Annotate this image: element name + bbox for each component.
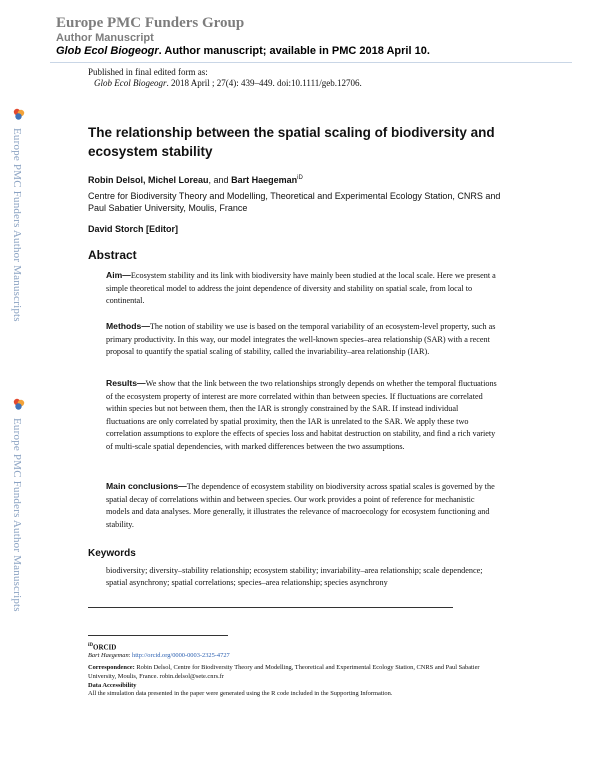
results-label: Results— (106, 378, 146, 388)
footnotes (88, 642, 508, 699)
author-loreau: Michel Loreau (148, 175, 209, 185)
orcid-link[interactable]: http://orcid.org/0000-0003-2325-4727 (132, 652, 230, 660)
orcid-mark: iD (297, 175, 303, 181)
side-watermark-strip (0, 100, 36, 620)
author-list: Robin Delsol, Michel Loreau, and Bart Haegeman$^{iD}$ (88, 175, 303, 185)
author-haegeman: Bart Haegeman (231, 175, 298, 185)
keywords-list: biodiversity; diversity–stability relationship; ecosystem stability; invariability–area relationship; scale dependence; spatial asynchrony; spatial correlations; species–area relationship; species asynchrony (106, 566, 483, 587)
keywords-heading: Keywords (88, 548, 136, 559)
aim-label: Aim— (106, 270, 131, 280)
orcid-heading (88, 642, 508, 652)
editor-name: David Storch [Editor] (88, 224, 179, 234)
affiliation: Centre for Biodiversity Theory and Modelling, Theoretical and Experimental Ecology Station, CNRS and Paul Sabatier University, Moulis, France (88, 191, 501, 213)
abstract-aim (106, 269, 498, 308)
published-label: Published in final edited form as: (88, 67, 208, 77)
abstract-methods (106, 320, 498, 359)
journal-abbrev: Glob Ecol Biogeogr (56, 45, 159, 57)
aim-text: Ecosystem stability and its link with biodiversity have mainly been studied at the local scale. Here we present a simple theoretical model to address the joint dependence of diversity and stability on spatial scale, from local to continental. (106, 271, 496, 306)
citation-journal: Glob Ecol Biogeogr (94, 78, 167, 88)
orcid-sep: : (128, 652, 133, 660)
orcid-name: Bart Haegeman (88, 652, 129, 660)
correspondence-label: Correspondence: (88, 663, 135, 671)
conclusions-text: The dependence of ecosystem stability on biodiversity across spatial scales is governed by the spatial decay of correlations within and between species. Our work provides a point of reference for mechanistic models and data analyses. More generally, it illustrates the relevance of macroecology for ecosystem functioning and stability. (106, 482, 495, 529)
methods-text: The notion of stability we use is based on the temporal variability of an ecosystem-level property, such as primary productivity. In this way, our model integrates the well-known species–area relationship (SAR) with a recent proposal to quantify the spatial scaling of stability, called the invariability–area relationship (IAR). (106, 322, 496, 357)
journal-availability-line (56, 45, 430, 57)
orcid-sup: iD (88, 643, 93, 648)
availability-text: . Author manuscript; available in PMC 2018 April 10. (158, 45, 430, 57)
results-text: We show that the link between the two relationships strongly depends on whether the temporal fluctuations of the ecosystem property of interest are more correlated within than between species. If fluctuations are correlated within species but not between them, then the IAR is strongly constrained by the SAR. If instead individual fluctuations are only correlated by spatial proximity, then the IAR is unrelated to the SAR. We apply these two correlation assumptions to explore the effects of species loss and habitat destruction on stability, and find a rich variety of multi-scale spatial dependencies, with marked differences between the two assumptions. (106, 379, 497, 451)
author-delsol: Robin Delsol (88, 175, 144, 185)
paper-title: The relationship between the spatial scaling of biodiversity and ecosystem stability (88, 125, 495, 159)
side-label-top: Europe PMC Funders Author Manuscripts (11, 128, 23, 322)
author-manuscript-label: Author Manuscript (56, 32, 154, 44)
published-citation (88, 67, 362, 89)
citation-line (88, 78, 362, 89)
abstract-conclusions (106, 480, 498, 531)
methods-label: Methods— (106, 321, 150, 331)
data-accessibility-label: Data Accessibility (88, 681, 137, 689)
side-label-bottom: Europe PMC Funders Author Manuscripts (11, 418, 23, 612)
abstract-results (106, 377, 498, 454)
orcid-entry (88, 652, 508, 661)
abstract-heading: Abstract (88, 248, 137, 262)
orcid-label: ORCID (93, 643, 117, 652)
funders-group-title: Europe PMC Funders Group (56, 15, 245, 31)
correspondence (88, 664, 508, 682)
section-divider (88, 607, 453, 608)
correspondence-text: Robin Delsol, Centre for Biodiversity Theory and Modelling, Theoretical and Experimental Ecology Station, CNRS and Paul Sabatier University, Moulis, France. robin.delsol@sete.cnrs.fr (88, 663, 480, 680)
conclusions-label: Main conclusions— (106, 481, 187, 491)
author-join: , and (208, 175, 232, 185)
europe-pmc-logo-icon (13, 398, 25, 410)
citation-details: . 2018 April ; 27(4): 439–449. doi:10.1111/geb.12706. (166, 78, 362, 88)
footnote-divider (88, 635, 228, 636)
europe-pmc-logo-icon (13, 108, 25, 120)
data-accessibility-text: All the simulation data presented in the paper were generated using the R code included in the Supporting Information. (88, 690, 393, 698)
